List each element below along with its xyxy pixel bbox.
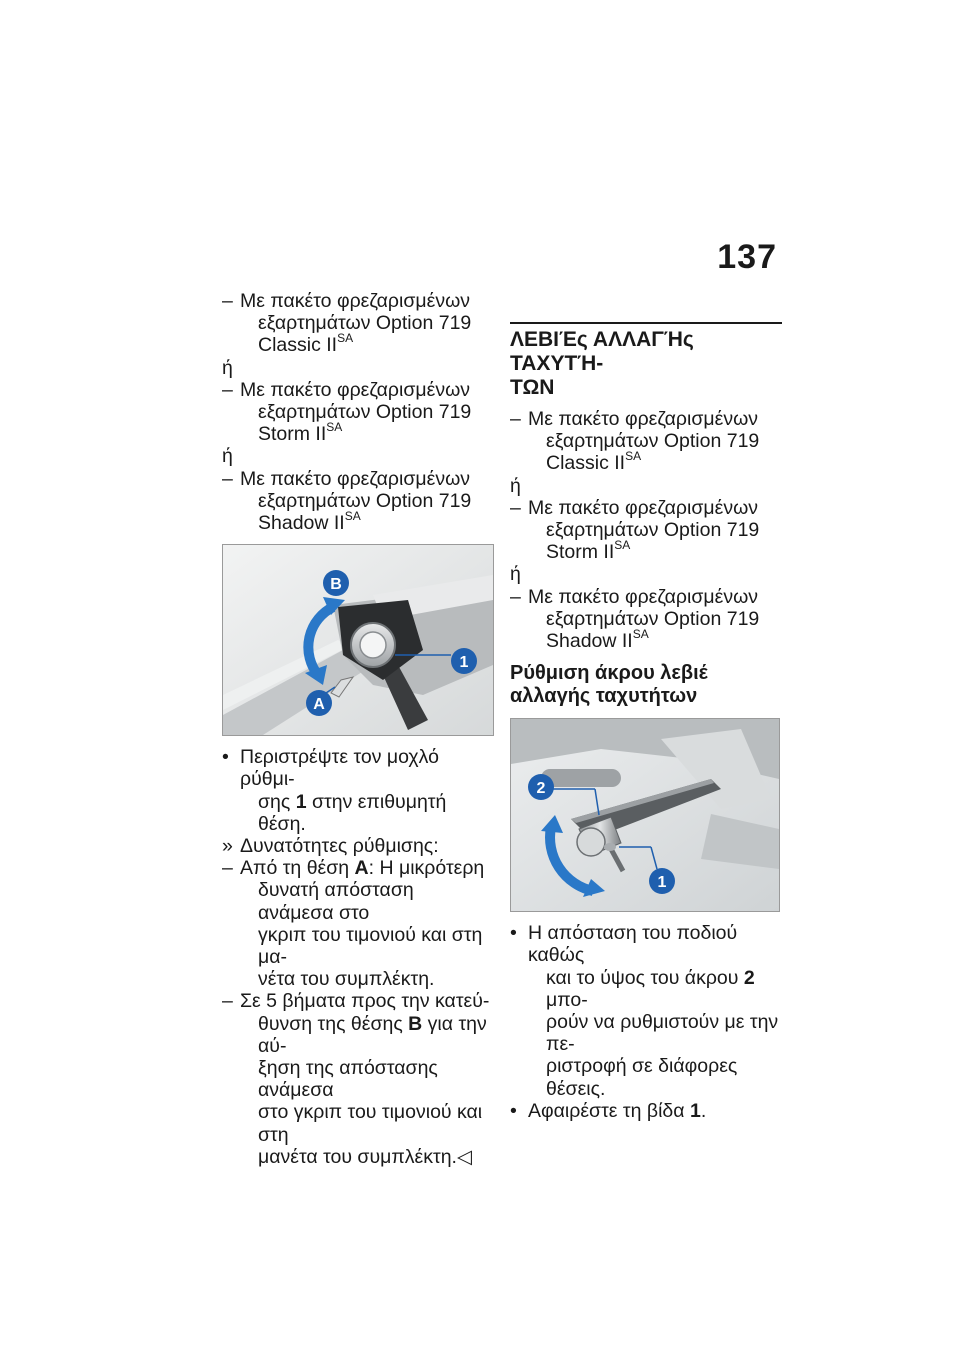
option-name: Storm II (546, 541, 615, 564)
step-text: σης (258, 790, 296, 813)
bullet-text: μπο- (546, 988, 588, 1011)
remove-screw-bullet (510, 1100, 782, 1122)
sub-title-line: αλλαγής ταχυτήτων (510, 685, 698, 708)
pos-text: Σε 5 βήματα προς την κατεύ- (240, 990, 490, 1013)
ref-number: 2 (743, 966, 755, 989)
pos-text: ξηση της απόστασης ανάμεσα (258, 1057, 438, 1102)
result-marker: » (222, 835, 233, 858)
clutch-lever-illustration (223, 545, 493, 735)
ref-letter: B (408, 1012, 423, 1035)
bullet-text: ρούν να ρυθμιστούν με την πε- (546, 1011, 779, 1056)
or-text: ή (510, 474, 521, 497)
result-item (222, 835, 494, 857)
dash-marker: – (222, 290, 233, 312)
dash-marker: – (222, 378, 233, 401)
option-storm-item (222, 379, 494, 446)
ref-number: 1 (295, 790, 307, 813)
option-text: Με πακέτο φρεζαρισμένων (240, 290, 471, 312)
option-text: Με πακέτο φρεζαρισμένων (240, 467, 471, 490)
option-text: Με πακέτο φρεζαρισμένων (528, 408, 759, 430)
dash-marker: – (510, 496, 521, 519)
pos-text: για την αύ- (258, 1012, 487, 1057)
sa-superscript: SA (632, 626, 649, 641)
pos-text: γκριπ του τιμονιού και στη μα- (258, 923, 483, 969)
position-b-item (222, 990, 494, 1168)
left-column (222, 290, 494, 1168)
bullet-text: ριστροφή σε διάφορες θέσεις. (546, 1055, 738, 1100)
section-title-line: ΤΩΝ (510, 376, 555, 399)
dash-marker: – (510, 408, 521, 430)
option-text: εξαρτημάτων Option 719 (258, 489, 472, 512)
sa-superscript: SA (337, 330, 354, 345)
option-text: Με πακέτο φρεζαρισμένων (528, 585, 759, 608)
option-text: εξαρτημάτων Option 719 (546, 430, 760, 453)
sub-title (510, 662, 782, 708)
result-text: Δυνατότητες ρύθμισης: (240, 835, 439, 858)
dash-marker: – (222, 857, 233, 880)
right-column (510, 322, 782, 1122)
or-text: ή (510, 563, 521, 586)
bullet-text: Αφαιρέστε τη βίδα (528, 1099, 690, 1122)
option-text: εξαρτημάτων Option 719 (258, 312, 472, 335)
pos-text: δυνατή απόσταση ανάμεσα στο (258, 879, 414, 924)
pos-text: στο γκριπ του τιμονιού και στη (258, 1101, 483, 1146)
dash-marker: – (222, 467, 233, 490)
page-number: 137 (717, 238, 777, 276)
step-text: Περιστρέψτε τον μοχλό ρύθμι- (240, 746, 439, 791)
option-text: εξαρτημάτων Option 719 (546, 607, 760, 630)
ref-number: 1 (689, 1099, 701, 1122)
dash-marker: – (222, 990, 233, 1013)
bullet-marker: • (222, 746, 229, 769)
callout-2: 2 (536, 780, 546, 798)
dash-marker: – (510, 585, 521, 608)
pos-text: μανέτα του συμπλέκτη.◁ (258, 1145, 472, 1168)
callout-1: 1 (657, 874, 667, 892)
sa-superscript: SA (614, 537, 631, 552)
adjust-bullet (510, 922, 782, 1100)
option-name: Shadow II (546, 630, 633, 653)
clutch-lever-figure (222, 544, 494, 736)
option-text: εξαρτημάτων Option 719 (258, 401, 472, 424)
sa-superscript: SA (326, 419, 343, 434)
step-bullet (222, 746, 494, 835)
pos-text: Από τη θέση (240, 857, 355, 880)
or-text: ή (222, 445, 233, 468)
option-text: Με πακέτο φρεζαρισμένων (528, 496, 759, 519)
bullet-text: και το ύψος του άκρου (546, 966, 744, 989)
step-text: στην επιθυμητή θέση. (258, 790, 447, 835)
option-text: εξαρτημάτων Option 719 (546, 519, 760, 542)
option-storm-item (510, 497, 782, 564)
or-text: ή (222, 356, 233, 379)
bullet-marker: • (510, 1099, 517, 1122)
section-title-line: ΛΕΒΙΈς ΑΛΛΑΓΉς ΤΑΧΥΤΉ- (510, 328, 694, 375)
section-title (510, 322, 782, 400)
option-shadow-item (222, 468, 494, 535)
option-classic-item (222, 290, 494, 357)
shift-lever-illustration (511, 719, 779, 911)
sub-title-line: Ρύθμιση άκρου λεβιέ (510, 662, 708, 685)
bullet-text: . (700, 1099, 707, 1122)
shift-lever-figure (510, 718, 780, 912)
option-name: Storm II (258, 423, 327, 446)
option-name: Shadow II (258, 512, 345, 535)
callout-1: 1 (459, 654, 469, 672)
option-name: Classic II (546, 452, 626, 475)
pos-text: νέτα του συμπλέκτη. (258, 968, 435, 991)
option-shadow-item (510, 586, 782, 653)
position-a-item (222, 857, 494, 990)
bullet-text: Η απόσταση του ποδιού καθώς (528, 922, 738, 967)
callout-b: B (330, 576, 342, 594)
sa-superscript: SA (344, 508, 361, 523)
option-name: Classic II (258, 334, 338, 357)
bullet-marker: • (510, 922, 517, 945)
option-text: Με πακέτο φρεζαρισμένων (240, 378, 471, 401)
callout-a: A (313, 696, 325, 714)
sa-superscript: SA (625, 448, 642, 463)
pos-text: θυνση της θέσης (258, 1012, 409, 1035)
pos-text: : Η μικρότερη (368, 857, 485, 880)
option-classic-item (510, 408, 782, 475)
ref-letter: A (354, 857, 369, 880)
